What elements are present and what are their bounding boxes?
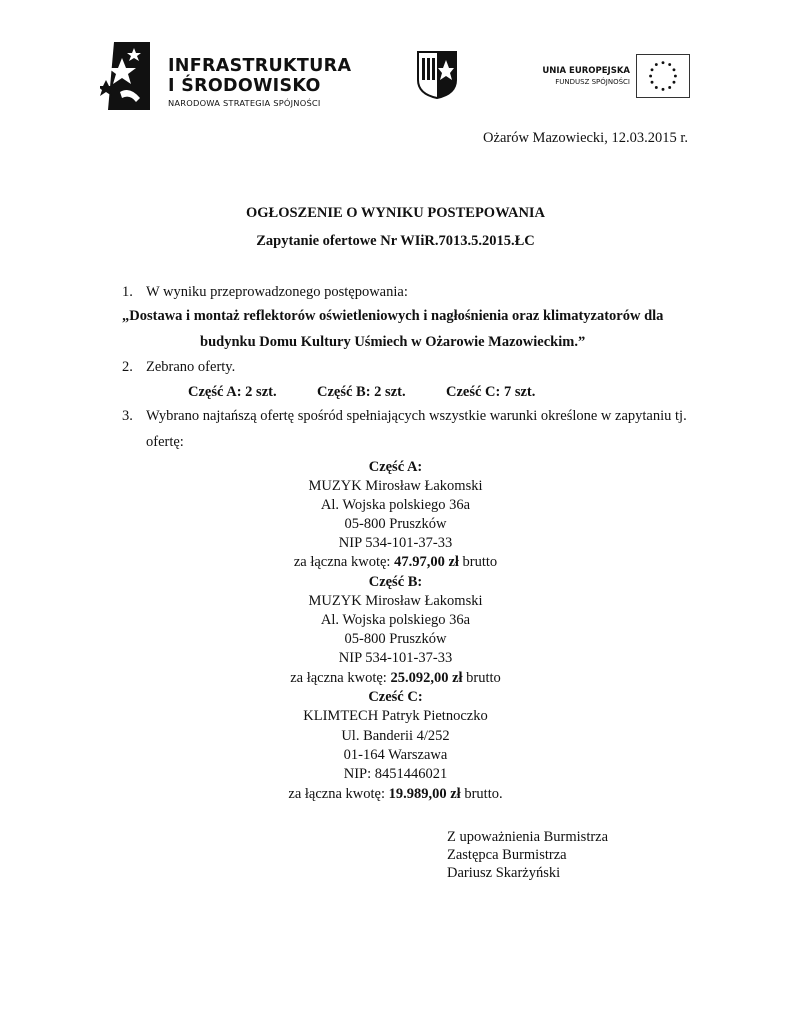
logo-title-line1: INFRASTRUKTURA bbox=[168, 56, 352, 76]
infrastruktura-logo bbox=[100, 40, 352, 112]
amount-suffix: brutto. bbox=[460, 786, 503, 802]
eu-logo-title: UNIA EUROPEJSKA bbox=[542, 66, 630, 76]
offer-a-amount: 47.97,00 zł bbox=[394, 554, 459, 570]
signature-name: Dariusz Skarżyński bbox=[447, 865, 561, 881]
document-title: OGŁOSZENIE O WYNIKU POSTEPOWANIA bbox=[245, 205, 546, 221]
offer-c-nip: NIP: 8451446021 bbox=[343, 766, 448, 782]
offer-c-amount: 19.989,00 zł bbox=[388, 786, 461, 802]
offer-a-company: MUZYK Mirosław Łakomski bbox=[308, 478, 483, 494]
offer-b-nip: NIP 534-101-37-33 bbox=[338, 650, 453, 666]
offer-a-city: 05-800 Pruszków bbox=[344, 516, 447, 532]
item-2-text: Zebrano oferty. bbox=[146, 359, 236, 375]
item-3-text-line2: ofertę: bbox=[146, 434, 184, 450]
amount-suffix: brutto bbox=[458, 554, 498, 570]
offer-b-city: 05-800 Pruszków bbox=[344, 631, 447, 647]
offer-c-street: Ul. Banderii 4/252 bbox=[341, 728, 450, 744]
offer-c-company: KLIMTECH Patryk Pietnoczko bbox=[303, 708, 488, 724]
offer-c-amount-line bbox=[0, 786, 791, 803]
part-b-count: Część B: 2 szt. bbox=[317, 384, 406, 400]
amount-prefix: za łączna kwotę: bbox=[290, 670, 391, 686]
offer-c-heading: Cześć C: bbox=[368, 689, 423, 705]
logo-subtitle: NARODOWA STRATEGIA SPÓJNOŚCI bbox=[168, 98, 321, 108]
offer-a-nip: NIP 534-101-37-33 bbox=[338, 535, 453, 551]
logo-mark-icon bbox=[100, 40, 152, 112]
offer-b-heading: Część B: bbox=[368, 574, 423, 590]
amount-prefix: za łączna kwotę: bbox=[288, 786, 389, 802]
item-1-quote-line1: „Dostawa i montaż reflektorów oświetleniowych i nagłośnienia oraz klimatyzatorów dla bbox=[122, 308, 664, 324]
offer-a-street: Al. Wojska polskiego 36a bbox=[320, 497, 471, 513]
item-1-quote-line2: budynku Domu Kultury Uśmiech w Ożarowie Mazowieckim.” bbox=[200, 334, 586, 350]
offer-b-amount-line bbox=[0, 670, 791, 687]
item-3-text-line1: Wybrano najtańszą ofertę spośród spełniających wszystkie warunki określone w zapytaniu tj. bbox=[146, 408, 687, 424]
offer-a-heading: Część A: bbox=[368, 459, 423, 475]
eu-logo-subtitle: FUNDUSZ SPÓJNOŚCI bbox=[555, 78, 630, 86]
document-subtitle: Zapytanie ofertowe Nr WIiR.7013.5.2015.ŁC bbox=[256, 233, 535, 249]
offer-b-company: MUZYK Mirosław Łakomski bbox=[308, 593, 483, 609]
logo-title-line2: I ŚRODOWISKO bbox=[168, 76, 321, 96]
eu-logo bbox=[542, 54, 690, 100]
item-1-text: W wyniku przeprowadzonego postępowania: bbox=[146, 284, 408, 300]
item-1-number: 1. bbox=[122, 284, 133, 300]
signature-line2: Zastępca Burmistrza bbox=[447, 847, 567, 863]
offer-b-amount: 25.092,00 zł bbox=[390, 670, 463, 686]
part-a-count: Część A: 2 szt. bbox=[188, 384, 277, 400]
eu-flag-icon bbox=[636, 54, 690, 98]
offer-b-street: Al. Wojska polskiego 36a bbox=[320, 612, 471, 628]
item-2-number: 2. bbox=[122, 359, 133, 375]
offer-c-city: 01-164 Warszawa bbox=[343, 747, 448, 763]
amount-suffix: brutto bbox=[462, 670, 501, 686]
place-date: Ożarów Mazowiecki, 12.03.2015 r. bbox=[483, 130, 688, 146]
offer-a-amount-line bbox=[0, 554, 791, 571]
signature-line1: Z upoważnienia Burmistrza bbox=[447, 829, 609, 845]
amount-prefix: za łączna kwotę: bbox=[293, 554, 395, 570]
coat-of-arms-icon bbox=[416, 50, 458, 100]
part-c-count: Cześć C: 7 szt. bbox=[446, 384, 536, 400]
item-3-number: 3. bbox=[122, 408, 133, 424]
